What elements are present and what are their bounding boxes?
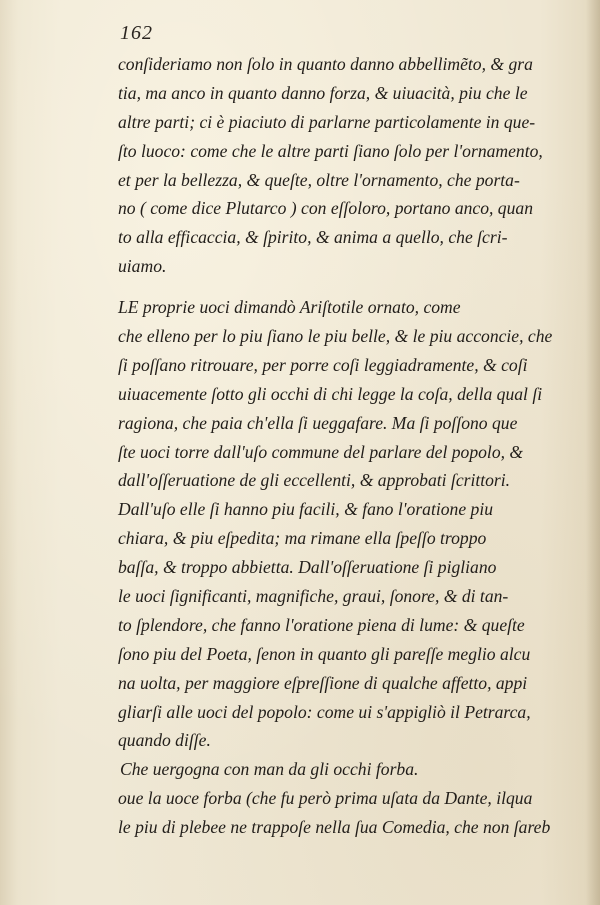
body-text xyxy=(118,50,553,842)
text-line: che elleno per lo piu ſiano le piu belle, & le piu acconcie, che xyxy=(118,326,553,347)
text-line: et per la bellezza, & queſte, oltre l'ornamento, che porta- xyxy=(118,169,520,190)
text-line: na uolta, per maggiore eſpreſſione di qualche affetto, appi xyxy=(118,672,528,693)
text-line: conſideriamo non ſolo in quanto danno abbellimẽto, & gra xyxy=(118,54,533,74)
paragraph-gap xyxy=(118,281,548,293)
text-line: tia, ma anco in quanto danno forza, & uiuacità, piu che le xyxy=(118,82,528,103)
text-line: le piu di plebee ne trappoſe nella ſua Comedia, che non ſareb xyxy=(118,817,551,838)
text-line: LE proprie uoci dimandò Ariſtotile ornato, come xyxy=(118,297,461,318)
page-number: 162 xyxy=(120,22,153,44)
text-line: oue la uoce forba (che fu però prima uſata da Dante, ilqua xyxy=(118,788,533,809)
text-line: ragiona, che paia ch'ella ſi ueggafare. Ma ſi poſſono que xyxy=(118,412,518,433)
text-line: uiuacemente ſotto gli occhi di chi legge la coſa, della qual ſi xyxy=(118,383,543,404)
text-line: uiamo. xyxy=(118,256,167,277)
text-line: to ſplendore, che fanno l'oratione piena di lume: & queſte xyxy=(118,614,525,635)
verse-quotation: Che uergogna con man da gli occhi forba. xyxy=(120,759,419,780)
text-line: chiara, & piu eſpedita; ma rimane ella ſpeſſo troppo xyxy=(118,528,487,549)
text-line: altre parti; ci è piaciuto di parlarne particolamente in que- xyxy=(118,111,536,132)
text-line: quando diſſe. xyxy=(118,730,211,751)
text-line: ſto luoco: come che le altre parti ſiano ſolo per l'ornamento, xyxy=(118,140,543,161)
text-line: le uoci ſignificanti, magnifiche, graui, ſonore, & di tan- xyxy=(118,586,509,607)
page-edge-shadow xyxy=(586,0,600,905)
text-line: dall'oſſeruatione de gli eccellenti, & approbati ſcrittori. xyxy=(118,470,511,491)
text-line: ſi poſſano ritrouare, per porre coſi leggiadramente, & coſi xyxy=(118,354,528,375)
text-line: no ( come dice Plutarco ) con eſſoloro, portano anco, quan xyxy=(118,198,533,219)
text-line: Dall'uſo elle ſi hanno piu facili, & fano l'oratione piu xyxy=(118,499,494,520)
text-line: ſono piu del Poeta, ſenon in quanto gli pareſſe meglio alcu xyxy=(118,643,531,664)
text-line: baſſa, & troppo abbietta. Dall'oſſeruatione ſi pigliano xyxy=(118,557,497,578)
text-line: ſte uoci torre dall'uſo commune del parlare del popolo, & xyxy=(118,441,524,462)
text-line: to alla efficaccia, & ſpirito, & anima a quello, che ſcri- xyxy=(118,227,508,248)
text-line: gliarſi alle uoci del popolo: come ui s'appigliò il Petrarca, xyxy=(118,701,531,722)
